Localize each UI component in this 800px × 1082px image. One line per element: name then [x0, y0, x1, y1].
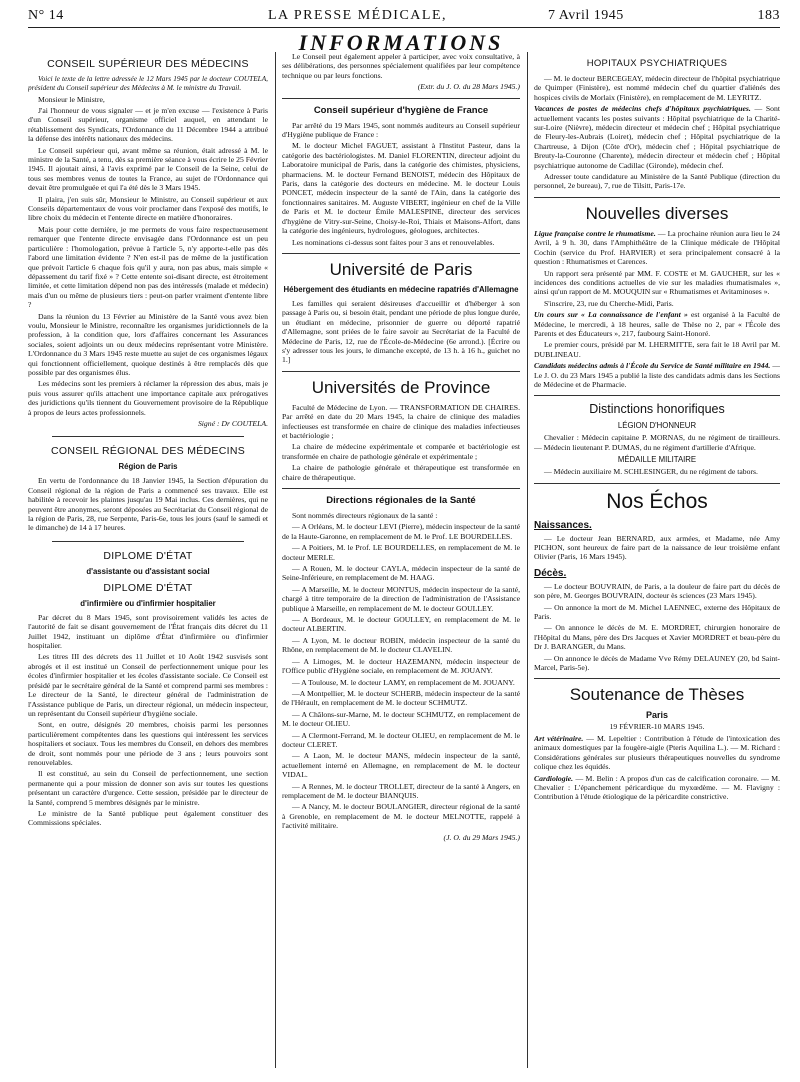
running-head: [28, 6, 780, 28]
conseil-regional-text: En vertu de l'ordonnance du 18 Janvier 1945, la Section d'épuration du Conseil régional de la région de Paris a commencé ses travaux. Elle est habilitée à recevoir les plaintes jusqu'au 19 Mai inclus. Ces dernières, qui ne peuvent être anonymes, seront déposées au Secrétariat du Conseil régional de la région de Paris, 28, rue Serpente, Paris-6e, tous les jours (sauf le samedi et le dimanche) de 14 à 17 heures.: [28, 476, 268, 533]
legion-text: Chevalier : Médecin capitaine P. MORNAS, du ne régiment de tirailleurs. — Médecin lieutenant P. DUMAS, du ne régiment d'artillerie d'Afrique.: [534, 433, 780, 452]
directions-item: — A Nancy, M. le docteur BOULANGIER, directeur régional de la santé à Grenoble, en remplacement de M. le docteur MELNOTTE, rappelé à l'activité militaire.: [282, 802, 520, 831]
conseil-continuation: Le Conseil peut également appeler à participer, avec voix consultative, à ses délibérations, des personnes spécialement qualifiées par leur compétence technique ou par leurs fonctions.: [282, 52, 520, 80]
directions-item: — A Orléans, M. le docteur LEVI (Pierre), médecin inspecteur de la santé de la Haute-Garonne, en remplacement de M. le Prof. LE BOURDELLES.: [282, 522, 520, 541]
province-para-1: Faculté de Médecine de Lyon. — TRANSFORMATION DE CHAIRES. Par arrêté en date du 20 Mars 1945, la chaire de clinique des maladies infectieuses est transformée en chaire de clinique des maladies infectieuses et bactériologie ;: [282, 402, 520, 440]
universite-paris-text: Les familles qui seraient désireuses d'accueillir et d'héberger à son passage à Paris ou, si besoin était, pendant une période de plus longue durée, un étudiant en médecine, prisonnier de guerre ou déporté rapatrié d'Allemagne, sont priées de le faire savoir au Secrétariat de la Faculté de Médecine de Paris, 12, rue de l'École-de-Médecine (6e arrond.). [Écrire ou s'y adresser tous les jours, le dimanche excepté, de 13 h. à 16 h., guichet no 1.]: [282, 298, 520, 365]
divider: [282, 488, 520, 489]
theses-subheading: Paris: [645, 710, 669, 721]
theses-dates: 19 FÉVRIER-10 MARS 1945.: [609, 722, 705, 732]
hopitaux-para-3: Adresser toute candidature au Ministère de la Santé Publique (direction du personnel, 2e bureau), 7, rue de Tilsitt, Paris-17e.: [534, 172, 780, 191]
directions-item: — A Bordeaux, M. le docteur GOULLEY, en remplacement de M. le docteur ALBERTIN.: [282, 615, 520, 634]
nos-echos-heading: Nos Échos: [606, 489, 708, 513]
diplome-heading-3: DIPLOME D'ÉTAT: [103, 581, 193, 594]
issue-number: N° 14: [28, 8, 64, 23]
ligue-label: Ligue française contre le rhumatisme.: [534, 228, 656, 238]
deces-heading: Décès.: [534, 567, 567, 579]
deces-item: — On annonce le décès de M. E. MORDRET, chirurgien honoraire de l'Hôpital du Mans, père des Drs Jacques et Xavier MORDRET et beau-père du Dr J. BARANGER, du Mans.: [534, 623, 780, 652]
divider: [282, 253, 520, 254]
divider: [534, 197, 780, 198]
column-rule-2: [527, 52, 528, 1068]
universites-province-heading: Universités de Province: [311, 377, 491, 397]
header-rule: [28, 27, 780, 28]
medaille-heading: MÉDAILLE MILITAIRE: [617, 455, 697, 465]
diplome-para-1: Par décret du 8 Mars 1945, sont provisoirement validés les actes de l'autorité de fait se disant gouvernement de l'État français dits décret du 11 Juillet 1942, instituant un diplôme d'État d'infirmière ou d'infirmier hospitalier.: [28, 612, 268, 651]
divider: [534, 483, 780, 484]
theses-heading: Soutenance de Thèses: [569, 685, 745, 705]
province-para-3: La chaire de pathologie générale et thérapeutique est transformée en chaire de thérapeutique.: [282, 463, 520, 482]
diplome-heading-1: DIPLOME D'ÉTAT: [103, 549, 193, 562]
hopitaux-para-1: — M. le docteur BERCEGEAY, médecin directeur de l'hôpital psychiatrique de Quimper (Finistère), est nommé médecin chef du quartier d'aliénés des hospices civils de Morlaix (Finistère), en remplacement de M. LEYRITZ.: [534, 74, 780, 102]
hygiene-para-2: M. le docteur Michel FAGUET, assistant à l'Institut Pasteur, dans la catégorie des bactériologistes. M. Daniel FLORENTIN, directeur adjoint du Laboratoire municipal de Paris, dans la catégorie des chimistes, physiciens, pharmaciens. M. le docteur Fernand BENOIST, médecin des Hôpitaux de Paris, dans la catégorie des docteurs en médecine. M. le docteur Louis PONCET, médecin inspecteur de la santé de l'Ain, dans la catégorie des fonctionnaires sanitaires. M. Auguste VIBERT, ingénieur en chef de la Ville de Paris et M. le docteur Émile MALESPINE, directeur des services d'hygiène de Vitry-sur-Seine, Choisy-le-Roi, Thiais et Maisons-Alfort, dans la catégorie des ingénieurs, hydrologues, géologues, architectes.: [282, 141, 520, 236]
naissances-text: — Le docteur Jean BERNARD, aux armées, et Madame, née Amy PICHON, sont heureux de faire part de la naissance de leur troisième enfant Olivier (Paris, 16 Mars 1945).: [534, 533, 780, 562]
candidats-text: — Le J. O. du 23 Mars 1945 a publié la liste des candidats admis dans les Sections de Médecine et de Pharmacie.: [534, 361, 780, 389]
universite-paris-subheading: Hébergement des étudiants en médecine rapatriés d'Allemagne: [283, 284, 519, 294]
directions-source: (J. O. du 29 Mars 1945.): [443, 832, 520, 842]
directions-item: — A Laon, M. le docteur MANS, médecin inspecteur de la santé, actuellement interné en Allemagne, en remplacement de M. le docteur VIDAL.: [282, 751, 520, 780]
art-veterinaire-text: — M. Lepeltier : Contribution à l'étude de l'intoxication des animaux domestiques par la fougère-aigle (Pteris Aquilina L.). — M. Richard : Considérations générales sur plusieurs thérapeutiques nouvelles du syndrome colique chez les équidés.: [534, 733, 780, 772]
divider: [52, 541, 244, 542]
directions-item: — A Rouen, M. le docteur CAYLA, médecin inspecteur de la santé de Seine-Inférieure, en remplacement de M. HAAG.: [282, 564, 520, 583]
naissances-heading: Naissances.: [534, 519, 592, 531]
diplome-para-5: Le ministre de la Santé publique peut également constituer des Commissions spéciales.: [28, 808, 268, 828]
section-banner: INFORMATIONS: [298, 30, 504, 55]
column-1: [28, 52, 268, 1068]
directions-item: — A Toulouse, M. le docteur LAMY, en remplacement de M. JOUANY.: [292, 677, 515, 687]
cardiologie-label: Cardiologie.: [534, 773, 574, 783]
directions-heading: Directions régionales de la Santé: [326, 495, 476, 506]
directions-item: — A Rennes, M. le docteur TROLLET, directeur de la santé à Angers, en remplacement de M. le docteur BIANQUIS.: [282, 781, 520, 800]
art-veterinaire-label: Art vétérinaire.: [534, 733, 584, 743]
vacances-label: Vacances de postes de médecins chefs d'hôpitaux psychiatriques.: [534, 104, 751, 114]
journal-title: LA PRESSE MÉDICALE,: [268, 8, 448, 23]
diplome-para-4: Il est constitué, au sein du Conseil de perfectionnement, une section permanente qui a pour mission de donner son avis sur toutes les questions présentant un caractère d'urgence. Cette session, présidée par le directeur de la Santé, comprend 5 membres désignés par le ministre.: [28, 769, 268, 807]
conseil-regional-heading: CONSEIL RÉGIONAL DES MÉDECINS: [50, 445, 246, 458]
conseil-superieur-para-3: Il plaira, j'en suis sûr, Monsieur le Ministre, au Conseil supérieur et aux Conseils départementaux de vous voir proclamer dans l'exposé des motifs, le libre choix du médecin et l'entente directe en matière d'honoraires.: [28, 194, 268, 223]
distinctions-heading: Distinctions honorifiques: [589, 402, 725, 417]
rapport-text: Un rapport sera présenté par MM. F. COSTE et M. GAUCHER, sur les « incidences des conditions actuelles de vie sur les maladies rhumatismales », ainsi qu'un rapport de M. MOUQUIN sur « Rhumatismes et Avitaminoses ».: [534, 268, 780, 297]
diplome-heading-2: d'assistante ou d'assistant social: [86, 566, 210, 576]
conseil-superieur-signature: Signé : Dr COUTELA.: [197, 419, 268, 428]
conseil-superieur-heading: CONSEIL SUPÉRIEUR DES MÉDECINS: [47, 58, 249, 70]
column-2: [282, 52, 520, 1068]
divider: [282, 371, 520, 372]
cardiologie-text: — M. Belin : A propos d'un cas de calcification coronaire. — M. Chevalier : L'épanchement péricardique du myxœdème. — M. Flavigny : Contribution à l'étude étiologique de la péricardite constrictive.: [534, 773, 780, 802]
legion-heading: LÉGION D'HONNEUR: [617, 421, 697, 431]
diplome-heading-4: d'infirmière ou d'infirmier hospitalier: [80, 598, 216, 608]
hygiene-para-1: Par arrêté du 19 Mars 1945, sont nommés auditeurs au Conseil supérieur d'Hygiène publique de France :: [282, 120, 520, 140]
deces-item: — On annonce le décès de Madame Vve Rémy DELAUNEY (20, bd Saint-Marcel, Paris-5e).: [534, 653, 780, 673]
cours-label: Un cours sur « La connaissance de l'enfant »: [534, 310, 688, 320]
conseil-superieur-para-6: Les médecins sont les premiers à réclamer la répression des abus, mais je puis vous assurer qu'ils attachent une importance capitale aux prérogatives des juridictions qu'ils tiennent du Gouvernement provisoire de la République à propos de leurs actes professionnels.: [28, 379, 268, 417]
diplome-para-2: Les titres III des décrets des 11 Juillet et 10 Août 1942 susvisés sont abrogés et il est institué un Conseil de perfectionnement unique pour les écoles d'infirmier hospitalier et les écoles d'assistante sociale. Ce Conseil est présidé par le secrétaire général de la Santé et comprend parmi ses membres : Le directeur de la Santé, le directeur général de l'administration de l'Assistance publique de Paris, un directeur régional, un médecin inspecteur, un représentant du Conseil supérieur d'hygiène sociale.: [28, 652, 268, 718]
universite-paris-heading: Université de Paris: [329, 259, 473, 279]
nouvelles-heading: Nouvelles diverses: [585, 203, 729, 223]
directions-item: —A Montpellier, M. le docteur SCHERB, médecin inspecteur de la santé de l'Hérault, en remplacement de M. le docteur SCHMUTZ.: [282, 688, 520, 708]
candidats-label: Candidats médecins admis à l'École du Service de Santé militaire en 1944.: [534, 361, 771, 371]
divider: [534, 395, 780, 396]
directions-item: — A Limoges, M. le docteur HAZEMANN, médecin inspecteur de l'Office public d'Hygiène sociale, en remplacement de M. JOUANY.: [282, 656, 520, 676]
conseil-superieur-para-2: Le Conseil supérieur qui, avant même sa réunion, était adressé à M. le ministre de la Santé, a tenu, dès sa première séance à vous écrire le 25 Février 1945. Il ajoutait ainsi, à l'avis exprimé par le Conseil de la Seine, celui de tous ses membres venus de toutes la France, au sujet de l'Ordonnance qui devait être promulguée et qui l'a été dès le 3 Mars 1945.: [28, 145, 268, 193]
conseil-continuation-source: (Extr. du J. O. du 28 Mars 1945.): [417, 82, 520, 92]
conseil-superieur-salutation: Monsieur le Ministre,: [38, 94, 105, 104]
conseil-regional-subheading: Région de Paris: [118, 462, 178, 472]
conseil-superieur-intro: Voici le texte de la lettre adressée le 12 Mars 1945 par le docteur COUTELA, président du Conseil supérieur des Médecins à M. le ministre du Travail.: [28, 74, 268, 92]
premier-cours-text: Le premier cours, présidé par M. LHERMITTE, sera fait le 18 Avril par M. DUBLINEAU.: [534, 340, 780, 359]
divider: [282, 98, 520, 99]
divider: [52, 436, 244, 437]
deces-item: — On annonce la mort de M. Michel LAENNEC, externe des Hôpitaux de Paris.: [534, 602, 780, 622]
directions-item: — A Poitiers, M. le Prof. LE BOURDELLES, en remplacement de M. le docteur MERLE.: [282, 543, 520, 562]
page-number: 183: [757, 8, 780, 23]
inscrire-text: S'inscrire, 23, rue du Cherche-Midi, Paris.: [544, 298, 674, 308]
hygiene-heading: Conseil supérieur d'hygiène de France: [313, 104, 489, 116]
directions-item: — A Clermont-Ferrand, M. le docteur OLIEU, en remplacement de M. le docteur CLERET.: [282, 730, 520, 749]
medaille-text: — Médecin auxiliaire M. SCHLESINGER, du ne régiment de tabors.: [544, 467, 758, 477]
directions-item: — A Lyon, M. le docteur ROBIN, médecin inspecteur de la santé du Rhône, en remplacement de M. le docteur CLAVELIN.: [282, 635, 520, 655]
column-3: [534, 52, 780, 1068]
issue-date: 7 Avril 1945: [548, 8, 624, 23]
vacances-text: — Sont actuellement vacants les postes suivants : Hôpital psychiatrique de la Charité-sur-Loire (Nièvre), médecin directeur et médecin chef ; Hôpital psychiatrique de Fleury-les-Aubrais (Loiret), médecin chef ; Hôpital psychiatrique de la Chartreuse, à Dijon (Côte d'Or), médecin chef ; Hôpital psychiatrique de Breuty-la-Couronne (Charente), médecin directeur et médecin chef ; Hôpital psychiatrique autonome de Cadillac (Gironde), médecin chef.: [534, 104, 780, 170]
diplome-para-3: Sont, en outre, désignés 20 membres, choisis parmi les personnes particulièrement compétentes dans les questions qui intéressent les services hospitaliers et sociaux. Tous les membres du Conseil, en dehors des membres de droit, sont nommés pour une période de 3 ans ; leurs pouvoirs sont renouvelables.: [28, 720, 268, 767]
conseil-superieur-para-4: Mais pour cette dernière, je me permets de vous faire respectueusement remarquer que l'entente directe envisagée dans l'Ordonnance est un peu particulière : l'homologation, prévue à l'article 5, n'y apporte-t-elle pas dès l'abord une limitation évidente ? N'en est-il pas de même de la justification que prévoit l'article 6 chaque fois qu'il y aura, non pas abus, mais simple « dépassement du tarif fixé » ? Cette entente soi-disant directe, est étroitement limitée, et cette limitation dépend non pas des intéressés (malade et médecin) mais d'un ou même de plusieurs tiers : peut-on parler vraiment d'entente libre ?: [28, 224, 268, 310]
directions-item: — A Châlons-sur-Marne, M. le docteur SCHMUTZ, en remplacement de M. le docteur OLIEU.: [282, 709, 520, 729]
conseil-superieur-para-5: Dans la réunion du 13 Février au Ministère de la Santé vous avez bien voulu, Monsieur le Ministre, reconnaître les organismes juridictionnels de la profession, à la condition que, lors d'affaires concernant les Assurances sociales, soient adjoints un ou deux médecins représentant votre Ministère. L'Ordonnance du 3 Mars 1945 reste muette au sujet de ces organismes légaux qui fonctionnent officiellement, quoique destinés à être remplacés dès que possible par des organismes élus.: [28, 311, 268, 377]
hopitaux-heading: HOPITAUX PSYCHIATRIQUES: [586, 58, 728, 69]
directions-item: — A Marseille, M. le docteur MONTUS, médecin inspecteur de la santé, chargé à titre temporaire de la direction de l'administration de l'Assistance publique à Marseille, en remplacement de M. le docteur GOULLEY.: [282, 584, 520, 613]
deces-item: — Le docteur BOUVRAIN, de Paris, a la douleur de faire part du décès de son père, M. Georges BOUVRAIN, docteur ès sciences (23 Mars 1945).: [534, 581, 780, 601]
directions-intro: Sont nommés directeurs régionaux de la santé :: [292, 511, 438, 520]
ligue-text: — La prochaine réunion aura lieu le 24 Avril, à 9 h. 30, dans l'Amphithéâtre de la Clinique médicale de l'Hôpital Cochin (service du Prof. HARVIER) et sera principalement consacré à la question : Rhumatismes et Carences.: [534, 228, 780, 267]
column-rule-1: [275, 52, 276, 1068]
hygiene-para-3: Les nominations ci-dessus sont faites pour 3 ans et renouvelables.: [292, 237, 495, 247]
divider: [534, 678, 780, 679]
conseil-superieur-para-1: J'ai l'honneur de vous signaler — et je m'en excuse — l'existence à Paris d'un Conseil supérieur, organisme officiel auquel, en attendant le rétablissement des Syndicats, l'Ordonnance du 11 Décembre 1944 a attribué la défense des intérêts nationaux des médecins.: [28, 106, 268, 144]
cours-text: est organisé à la Faculté de Médecine, le mercredi, à 18 heures, salle de Thèse no 2, par « l'École des Parents et des Éducateurs », 217, faubourg Saint-Honoré.: [534, 310, 780, 338]
province-para-2: La chaire de médecine expérimentale et comparée et bactériologie est transformée en chaire de pathologie générale et expérimentale ;: [282, 442, 520, 461]
